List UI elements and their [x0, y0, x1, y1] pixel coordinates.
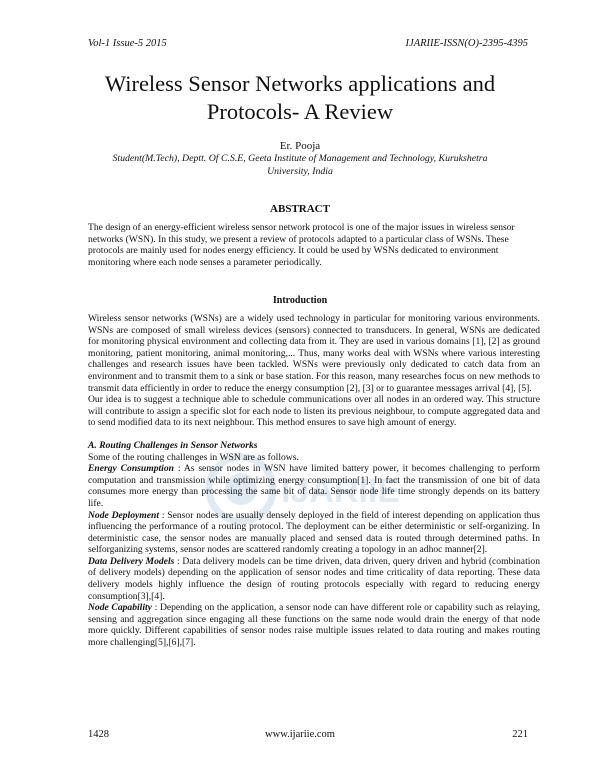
challenge-item: Node Deployment : Sensor nodes are usually densely deployed in the field of interest depending on application thus influencing the performance of a routing protocol. The deployment can be either deterministic or self-organizing. In deterministic case, the sensor nodes are manually placed and sensed data is routed through determined paths. In selforganizing systems, sensor nodes are scattered randomly creating a topology in an adhoc manner[2].: [88, 509, 541, 556]
watermark-text: IJARIIE: [281, 472, 401, 510]
challenge-item: Data Delivery Models : Data delivery models can be time driven, data driven, query driven and hybrid (combination of delivery models) depending on the application of sensor nodes and time criticality of data reporting. These data delivery models highly influence the design of routing protocols especially with regard to reducing energy consumption[3],[4].: [88, 555, 540, 602]
challenge-text: As sensor nodes in WSN have limited battery power, it becomes challenging to perform computation and transmission while optimizing energy consumption[1]. In fact the transmission of one bit of data consumes more energy than processing the same bit of data. Sensor node life time strongly depends on its battery life.: [88, 463, 540, 509]
challenge-text: Sensor nodes are usually densely deployed in the field of interest depending on application thus influencing the performance of a routing protocol. The deployment can be either deterministic or self-organizing. In deterministic case, the sensor nodes are manually placed and sensed data is routed through determined paths. In selforganizing systems, sensor nodes are scattered randomly creating a topology in an adhoc manner[2].: [88, 509, 541, 556]
section-a-heading: A. Routing Challenges in Sensor Networks: [88, 439, 258, 451]
challenge-text: Depending on the application, a sensor node can have different role or capability such as relaying, sensing and aggregation since engaging all these functions on the same node would drain the energy of that node more quickly. Different capabilities of sensor nodes raise multiple issues related to data routing and makes routing more challenging[5],[6],[7].: [88, 602, 541, 649]
footer-website-link[interactable]: www.ijariie.com: [265, 729, 335, 740]
abstract-heading: ABSTRACT: [270, 203, 330, 215]
affiliation-line-1: Student(M.Tech), Deptt. Of C.S.E, Geeta Institute of Management and Technology, Kurukshetra: [112, 153, 488, 164]
author-name: Er. Pooja: [279, 140, 321, 152]
author-affiliation: [100, 153, 500, 178]
header-volume: Vol-1 Issue-5 2015: [88, 38, 167, 49]
affiliation-line-2: University, India: [267, 165, 333, 177]
challenge-term: Node Deployment: [88, 509, 160, 521]
paper-title: [60, 70, 540, 126]
challenge-term: Node Capability: [88, 602, 152, 614]
header-issn: IJARIIE-ISSN(O)-2395-4395: [405, 38, 528, 49]
body-text: [88, 313, 540, 649]
title-line-1: Wireless Sensor Networks applications and: [104, 71, 496, 96]
intro-paragraph-2: Our idea is to suggest a technique able to schedule communications over all nodes in an ordered way. This structure will contribute to assign a specific slot for each node to listen its previous neighbour, to compute aggregated data and to send modified data to its next neighbour. This method ensures to save high amount of energy.: [88, 394, 540, 429]
footer-page-id: 1428: [88, 729, 109, 740]
section-a-intro: Some of the routing challenges in WSN are as follows.: [88, 451, 299, 463]
title-line-2: Protocols- A Review: [206, 99, 394, 124]
challenge-term: Energy Consumption: [88, 463, 174, 475]
footer-page-number: 221: [512, 729, 528, 740]
introduction-heading: Introduction: [272, 295, 328, 306]
challenge-item: Energy Consumption : As sensor nodes in WSN have limited battery power, it becomes challenging to perform computation and transmission while optimizing energy consumption[1]. In fact the transmission of one bit of data consumes more energy than processing the same bit of data. Sensor node life time strongly depends on its battery life.: [88, 463, 540, 509]
intro-paragraph-1: Wireless sensor networks (WSNs) are a widely used technology in particular for monitoring various environments. WSNs are composed of small wireless devices (sensors) connected to transducers. In general, WSNs are dedicated for monitoring physical environment and collecting data from it. They are used in various domains [1], [2] as ground monitoring, patient monitoring, animal monitoring,... Thus, many works deal with WSNs where various interesting challenges and research issues have been tackled. WSNs were previously only dedicated to catch data from an environment and to transmit them to a sink or base station. For this reason, many researches focus on new methods to transmit data efficiently in order to reduce the energy consumption [2], [3] or to guarantee messages arrival [4], [5].: [88, 313, 540, 394]
abstract-text: The design of an energy-efficient wireless sensor network protocol is one of the major issues in wireless sensor networks (WSN). In this study, we present a review of protocols adapted to a particular class of WSNs. These protocols are mainly used for nodes energy efficiency. It could be used by WSNs dedicated to environment monitoring where each node senses a parameter periodically.: [88, 222, 515, 268]
challenge-item: Node Capability : Depending on the application, a sensor node can have different role or capability such as relaying, sensing and aggregation since engaging all these functions on the same node would drain the energy of that node more quickly. Different capabilities of sensor nodes raise multiple issues related to data routing and makes routing more challenging[5],[6],[7].: [88, 602, 541, 649]
challenge-text: Data delivery models can be time driven, data driven, query driven and hybrid (combination of delivery models) depending on the application of sensor nodes and time criticality of data reporting. These data delivery models highly influence the design of routing protocols especially with regard to reducing energy consumption[3],[4].: [88, 555, 540, 602]
challenge-term: Data Delivery Models: [88, 555, 175, 567]
